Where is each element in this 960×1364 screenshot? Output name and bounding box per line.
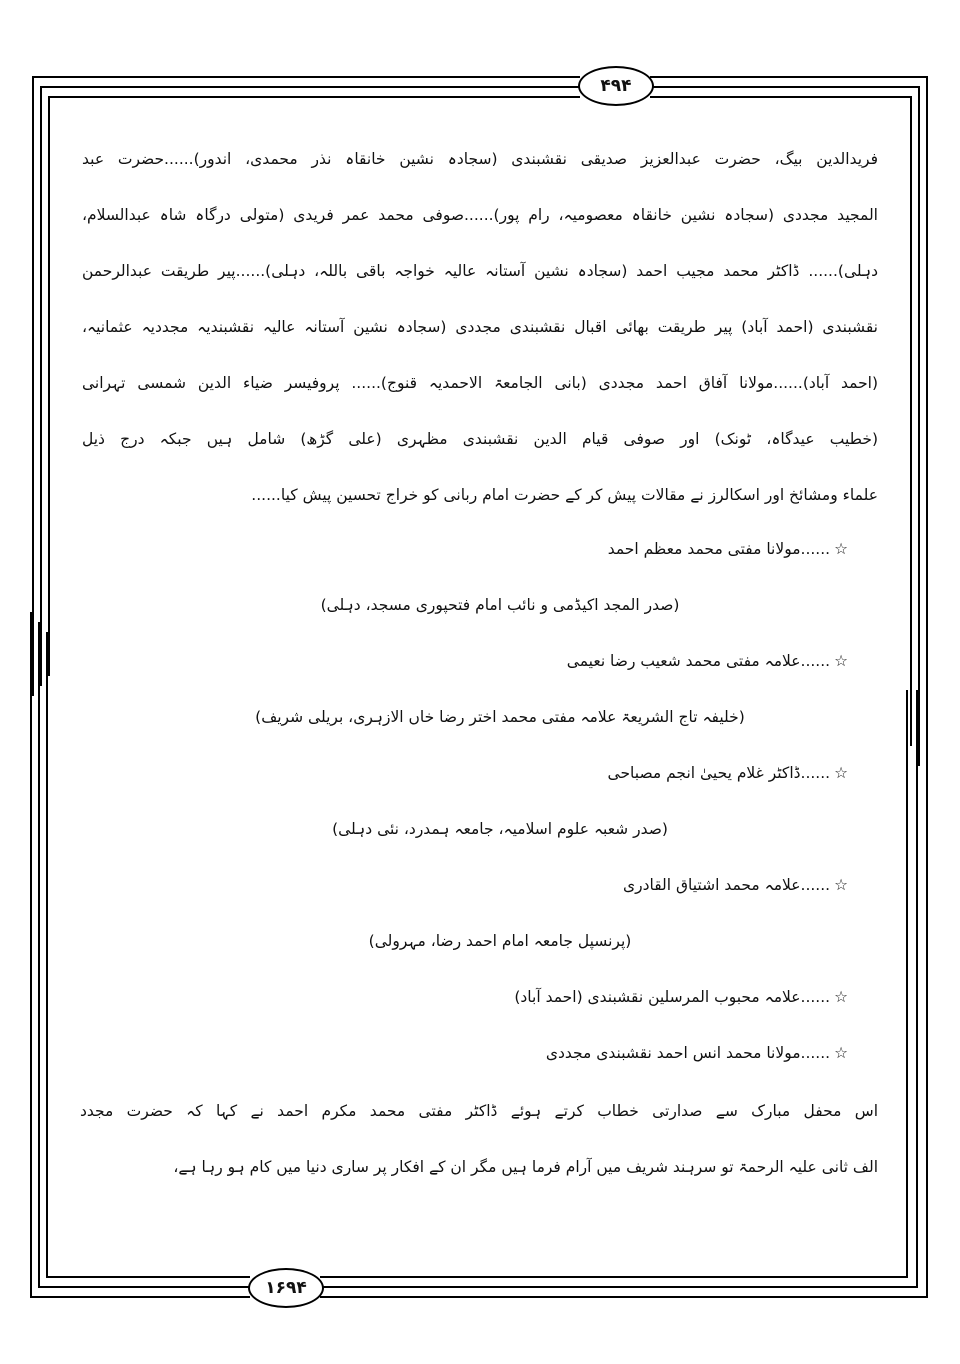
- star-icon: ☆: [834, 988, 848, 1006]
- paragraph-line: فریدالدین بیگ، حضرت عبدالعزیز صدیقی نقشبندی (سجادہ نشین خانقاہ نذر محمدی، اندور)......حضرت عبد: [82, 150, 878, 168]
- paragraph-line: علماء ومشائخ اور اسکالرز نے مقالات پیش کر کے حضرت امام ربانی کو خراج تحسین پیش کیا......: [251, 486, 878, 504]
- star-icon: ☆: [834, 540, 848, 558]
- list-item: [608, 540, 848, 558]
- speaker-detail: (پرنسپل جامعہ امام احمد رضا، مہرولی): [368, 932, 632, 950]
- paragraph-line: اس محفل مبارک سے صدارتی خطاب کرتے ہوئے ڈاکٹر مفتی محمد مکرم احمد نے کہا کہ حضرت مجدد: [80, 1102, 878, 1120]
- list-item: [546, 1044, 848, 1062]
- speaker-name: ......مولانا مفتی محمد معظم احمد: [607, 540, 831, 558]
- speaker-detail: (خلیفہ تاج الشریعۃ علامہ مفتی محمد اختر رضا خاں الازہری، بریلی شریف): [255, 708, 745, 726]
- star-icon: ☆: [834, 764, 848, 782]
- list-item: [608, 764, 848, 782]
- paragraph-line: نقشبندی (احمد آباد) پیر طریقت بھائی اقبال نقشبندی مجددی (سجادہ نشین آستانہ عالیہ نقشبندیہ مجددیہ عثمانیہ،: [82, 318, 878, 336]
- top-page-number: [578, 66, 654, 106]
- paragraph-line: دہلی)...... ڈاکٹر محمد مجیب احمد (سجادہ نشین آستانہ عالیہ خواجہ باقی باللہ، دہلی)......پیر طریقت عبدالرحمن: [82, 262, 878, 280]
- speaker-detail: (صدر شعبہ علوم اسلامیہ، جامعہ ہمدرد، نئی دہلی): [332, 820, 668, 838]
- list-item: [623, 876, 848, 894]
- star-icon: ☆: [834, 876, 848, 894]
- star-icon: ☆: [834, 652, 848, 670]
- speaker-detail: (صدر المجد اکیڈمی و نائب امام فتحپوری مسجد، دہلی): [320, 596, 680, 614]
- paragraph-line: (احمد آباد)......مولانا آفاق احمد مجددی (بانی الجامعۃ الاحمدیہ قنوج)...... پروفیسر ضیاء الدین شمسی تہرانی: [82, 374, 878, 392]
- speaker-name: ......مولانا محمد انس احمد نقشبندی مجددی: [545, 1044, 831, 1062]
- speaker-name: ......علامہ مفتی محمد شعیب رضا نعیمی: [566, 652, 831, 670]
- top-page-number-text: ۴۹۴: [600, 76, 632, 96]
- star-icon: ☆: [834, 1044, 848, 1062]
- paragraph-line: الف ثانی علیہ الرحمۃ تو سرہند شریف میں آرام فرما ہیں مگر ان کے افکار پر ساری دنیا میں کام ہو رہا ہے،: [173, 1158, 878, 1176]
- speaker-name: ......ڈاکٹر غلام یحییٰ انجم مصباحی: [607, 764, 831, 782]
- paragraph-line: (خطیب عیدگاہ، ٹونک) اور صوفی قیام الدین نقشبندی مظہری (علی گڑھ) شامل ہیں جبکہ درج ذیل: [82, 430, 878, 448]
- speaker-name: ......علامہ محمد اشتیاق القادری: [622, 876, 831, 894]
- list-item: [514, 988, 848, 1006]
- bottom-page-number: [248, 1268, 324, 1308]
- bottom-page-number-text: ۱۶۹۴: [265, 1278, 307, 1298]
- paragraph-line: المجید مجددی (سجادہ نشین خانقاہ معصومیہ، رام پور)......صوفی محمد عمر فریدی (متولی درگاہ شاہ عبدالسلام،: [82, 206, 878, 224]
- list-item: [567, 652, 848, 670]
- speaker-name: ......علامہ محبوب المرسلین نقشبندی (احمد آباد): [514, 988, 831, 1006]
